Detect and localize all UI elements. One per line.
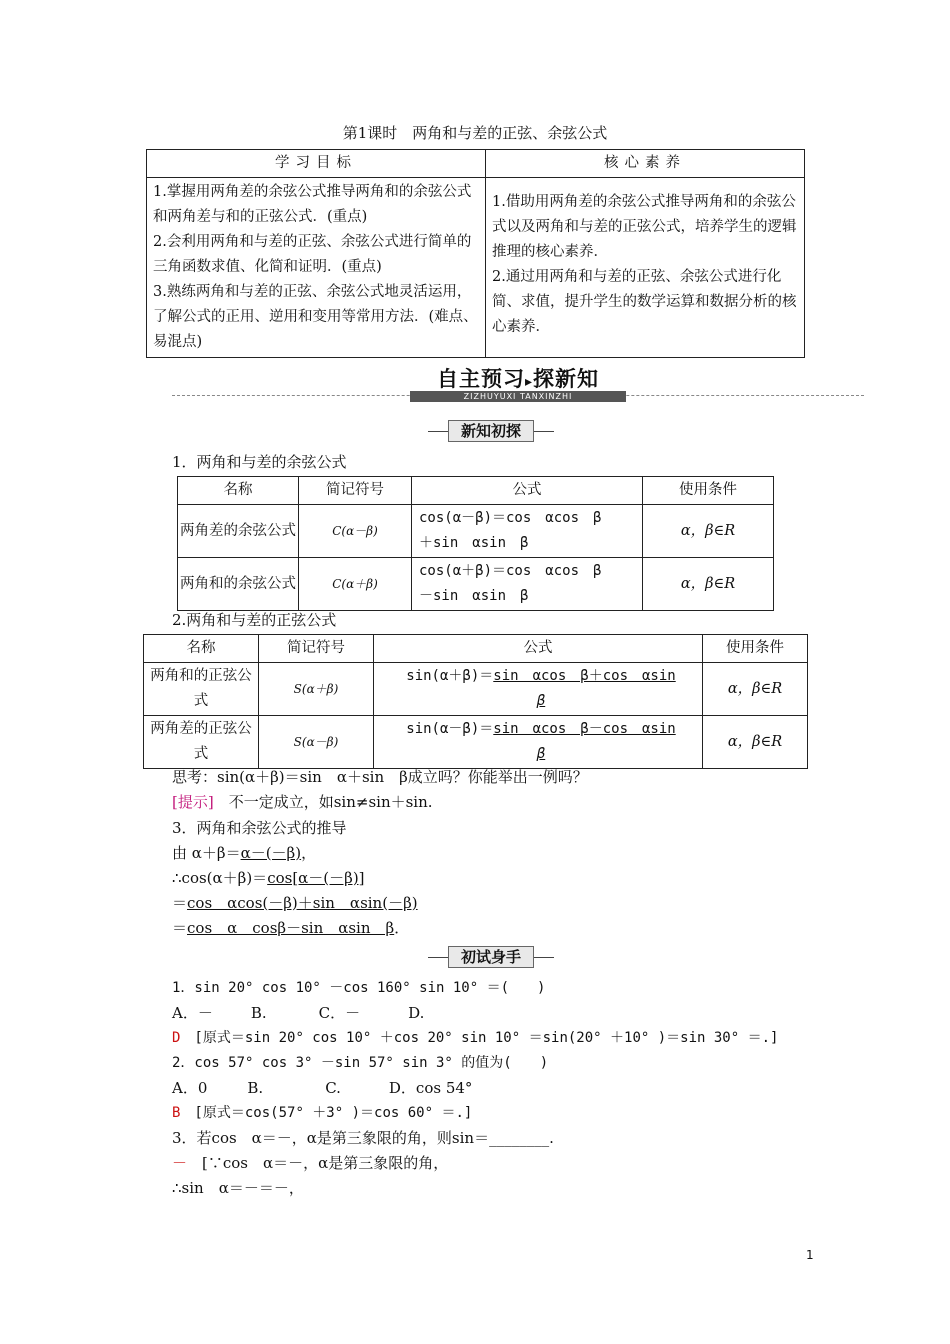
table-header: 使用条件 bbox=[703, 635, 808, 663]
section-tag bbox=[428, 946, 554, 968]
derivation-line: ＝cos α cosβ－sin αsin β． bbox=[172, 919, 410, 937]
goals-header: 学习目标 bbox=[147, 150, 486, 178]
formula-expression: cos(α＋β)＝cos αcos β －sin αsin β bbox=[412, 558, 643, 611]
table-row bbox=[178, 505, 774, 558]
literacy-item: 2.通过用两角和与差的正弦、余弦公式进行化简、求值，提升学生的数学运算和数据分析的核心素养． bbox=[492, 269, 797, 335]
formula-name: 两角差的余弦公式 bbox=[178, 505, 299, 558]
option: A．－ bbox=[172, 1004, 213, 1022]
think-question: 思考：sin(α＋β)＝sin α＋sin β成立吗？你能举出一例吗？ bbox=[172, 768, 588, 786]
exercise-question: 2．cos 57° cos 3° －sin 57° sin 3° 的值为( ) bbox=[172, 1055, 549, 1071]
literacy-header: 核心素养 bbox=[486, 150, 805, 178]
exercise-question: 3．若cos α＝－，α是第三象限的角，则sin＝________. bbox=[172, 1129, 554, 1147]
table-header: 公式 bbox=[374, 635, 703, 663]
literacy-cell bbox=[486, 178, 805, 358]
exercise-options bbox=[172, 1078, 472, 1098]
derivation-line: 由 α＋β＝α－(－β)， bbox=[172, 844, 317, 862]
banner-highlight: 探新知 bbox=[533, 367, 600, 391]
option: C．－ bbox=[318, 1004, 361, 1022]
goals-table bbox=[146, 149, 805, 358]
table-row bbox=[144, 716, 808, 769]
option: D. bbox=[408, 1004, 425, 1022]
formula-symbol: S(α－β) bbox=[259, 716, 374, 769]
banner-title: 自主预习 bbox=[436, 367, 525, 391]
goals-cell bbox=[147, 178, 486, 358]
page-number: 1 bbox=[806, 1248, 814, 1262]
exercise-options bbox=[172, 1003, 424, 1023]
table-header: 简记符号 bbox=[299, 477, 412, 505]
formula-condition: α，β∈R bbox=[643, 505, 774, 558]
answer-letter: － bbox=[172, 1154, 188, 1172]
table-row bbox=[144, 663, 808, 716]
formula-symbol: C(α－β) bbox=[299, 505, 412, 558]
section-tag-label: 新知初探 bbox=[448, 420, 534, 442]
goal-item: 1.掌握用两角差的余弦公式推导两角和的余弦公式和两角差与和的正弦公式．(重点) bbox=[153, 184, 472, 225]
table-header: 公式 bbox=[412, 477, 643, 505]
formula-name: 两角和的余弦公式 bbox=[178, 558, 299, 611]
sin-formula-table bbox=[143, 634, 808, 769]
hint-label: [提示] bbox=[172, 793, 214, 811]
derivation-line: ＝cos αcos(－β)＋sin αsin(－β) bbox=[172, 894, 418, 912]
goal-item: 3.熟练两角和与差的正弦、余弦公式地灵活运用，了解公式的正用、逆用和变用等常用方法．(难点、易混点) bbox=[153, 284, 478, 350]
formula-name: 两角和的正弦公式 bbox=[144, 663, 259, 716]
exercise-answer: D [原式＝sin 20° cos 10° ＋cos 20° sin 10° ＝sin(20° ＋10° )＝sin 30° ＝.] bbox=[172, 1030, 779, 1046]
hint bbox=[172, 792, 433, 812]
option: B. bbox=[247, 1079, 264, 1097]
heading-sin-formula: 2.两角和与差的正弦公式 bbox=[172, 611, 337, 629]
formula-symbol: S(α＋β) bbox=[259, 663, 374, 716]
table-header: 使用条件 bbox=[643, 477, 774, 505]
section-banner bbox=[172, 363, 864, 403]
option: D．cos 54° bbox=[388, 1079, 473, 1097]
heading-cos-formula: 1．两角和与差的余弦公式 bbox=[172, 453, 347, 471]
section-tag bbox=[428, 420, 554, 442]
derivation-line: ∴cos(α＋β)＝cos[α－(－β)] bbox=[172, 869, 365, 887]
hint-text: 不一定成立，如sin≠sin＋sin. bbox=[213, 793, 433, 811]
answer-letter: D bbox=[172, 1030, 181, 1046]
literacy-item: 1.借助用两角差的余弦公式推导两角和的余弦公式以及两角和与差的正弦公式，培养学生的逻辑推理的核心素养． bbox=[492, 194, 797, 260]
table-header: 名称 bbox=[144, 635, 259, 663]
exercise-answer: B [原式＝cos(57° ＋3° )＝cos 60° ＝.] bbox=[172, 1105, 473, 1121]
table-header: 名称 bbox=[178, 477, 299, 505]
formula-expression: cos(α－β)＝cos αcos β ＋sin αsin β bbox=[412, 505, 643, 558]
formula-condition: α，β∈R bbox=[643, 558, 774, 611]
option: B. bbox=[250, 1004, 267, 1022]
formula-expression: sin(α＋β)＝sin αcos β＋cos αsin β bbox=[374, 663, 703, 716]
table-header: 简记符号 bbox=[259, 635, 374, 663]
exercise-answer-line: ∴sin α＝－＝－， bbox=[172, 1179, 304, 1197]
formula-name: 两角差的正弦公式 bbox=[144, 716, 259, 769]
section-tag-label: 初试身手 bbox=[448, 946, 534, 968]
cos-formula-table bbox=[177, 476, 774, 611]
option: A．0 bbox=[172, 1079, 208, 1097]
goal-item: 2.会利用两角和与差的正弦、余弦公式进行简单的三角函数求值、化简和证明．(重点) bbox=[153, 234, 472, 275]
formula-condition: α，β∈R bbox=[703, 716, 808, 769]
exercise-answer: － [∵cos α＝－，α是第三象限的角， bbox=[172, 1154, 449, 1172]
formula-expression: sin(α－β)＝sin αcos β－cos αsin β bbox=[374, 716, 703, 769]
banner-subtitle: ZIZHUYUXI TANXINZHI bbox=[410, 391, 626, 402]
answer-letter: B bbox=[172, 1105, 181, 1121]
page-title: 第1课时 两角和与差的正弦、余弦公式 bbox=[342, 124, 608, 142]
chevron-right-icon: ▸ bbox=[524, 374, 534, 390]
heading-derivation: 3．两角和余弦公式的推导 bbox=[172, 819, 347, 837]
option: C. bbox=[325, 1079, 341, 1097]
table-row bbox=[178, 558, 774, 611]
formula-condition: α，β∈R bbox=[703, 663, 808, 716]
exercise-question: 1．sin 20° cos 10° －cos 160° sin 10° ＝( ) bbox=[172, 980, 546, 996]
formula-symbol: C(α＋β) bbox=[299, 558, 412, 611]
